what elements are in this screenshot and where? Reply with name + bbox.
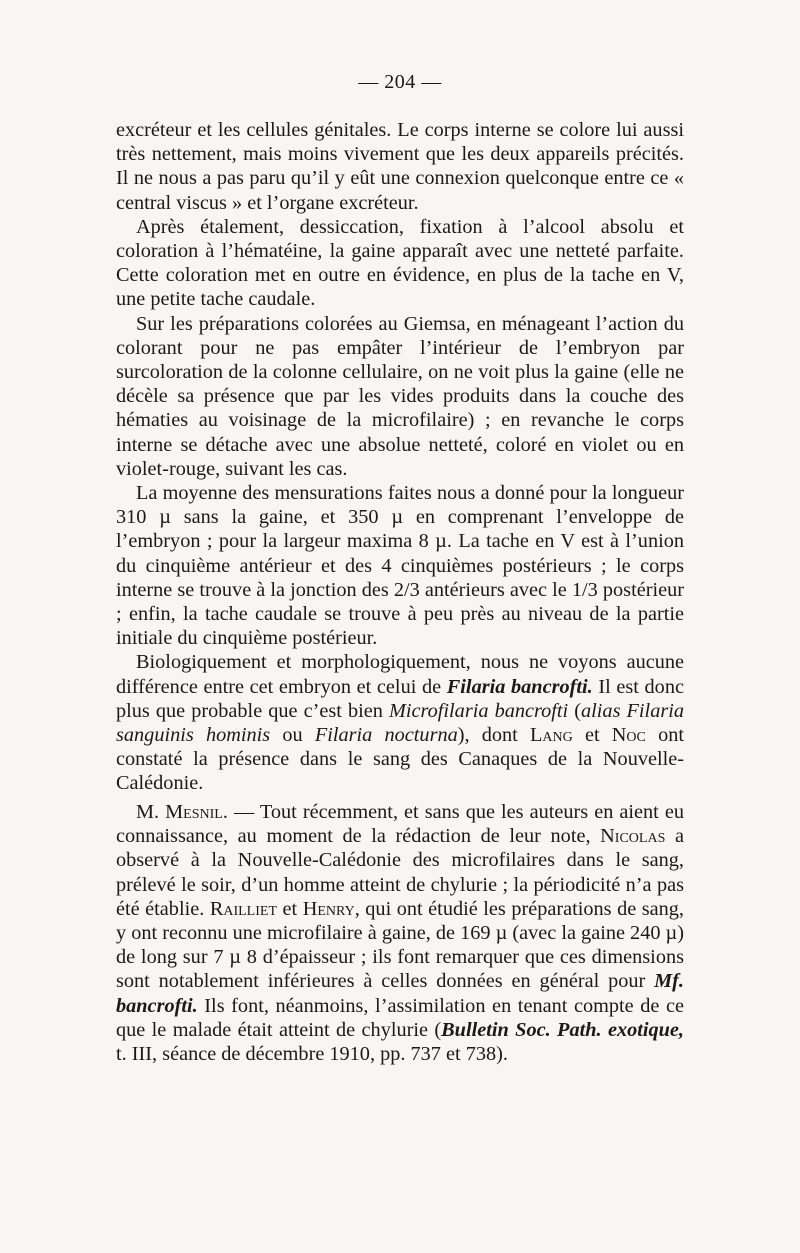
- author-name: Lang: [530, 724, 573, 747]
- text-run: ), dont: [457, 724, 531, 747]
- text-run: t. III, séance de décembre 1910, pp. 737 et 738).: [116, 1043, 508, 1066]
- paragraph-staining: Après étalement, dessiccation, fixation à l’alcool absolu et coloration à l’hématéine, la gaine apparaît avec une netteté parfaite. Cette coloration met en outre en évidence, en plus de la tache en V, une petite tache caudale.: [116, 215, 684, 311]
- author-name: Railliet: [209, 897, 277, 920]
- text-run: Ils font, néanmoins, l’assimilation en tenant compte de ce que le malade était atteint de chylurie (: [116, 994, 684, 1041]
- text-run: et: [277, 897, 303, 920]
- text-run: (: [568, 699, 582, 722]
- text-run: , qui ont étudié les préparations de sang, y ont reconnu une microfilaire à gaine, de 169 µ (avec la gaine 240 µ) de long sur 7 µ 8 d’épaisseur ; ils font remarquer que ces dimensions sont notablement inférieures à celles données en général pour: [116, 897, 685, 993]
- species-name: alias Filaria sanguinis hominis: [116, 699, 684, 747]
- paragraph-giemsa: Sur les préparations colorées au Giemsa, en ménageant l’action du colorant pour ne pas empâter l’intérieur de l’embryon par surcoloration de la colonne cellulaire, on ne voit plus la gaine (elle ne décèle sa présence que par les vides produits dans la couche des hématies au voisinage de la microfilaire) ; en revanche le corps interne se détache avec une absolue netteté, coloré en violet ou en violet-rouge, suivant les cas.: [116, 312, 684, 480]
- paragraph-measurements: La moyenne des mensurations faites nous a donné pour la longueur 310 µ sans la gaine, et 350 µ en comprenant l’enveloppe de l’embryon ; pour la largeur maxima 8 µ. La tache en V est à l’union du cinquième antérieur et des 4 cinquièmes postérieurs ; le corps interne se trouve à la jonction des 2/3 antérieurs avec le 1/3 postérieur ; enfin, la tache caudale se trouve à peu près au niveau de la partie initiale du cinquième postérieur.: [116, 482, 684, 650]
- paragraph-continuation: excréteur et les cellules génitales. Le corps interne se colore lui aussi très nettement, mais moins vivement que les deux appareils précités. Il ne nous a pas paru qu’il y eût une connexion quelconque entre ce « central viscus » et l’organe excréteur.: [116, 119, 684, 214]
- speaker-name: M. Mesnil.: [136, 801, 228, 823]
- species-name: Filaria bancrofti.: [446, 675, 593, 698]
- text-run: Biologiquement et morphologiquement, nous ne voyons aucune différence entre cet embryon et celui de: [116, 651, 684, 698]
- author-name: Henry: [302, 897, 355, 920]
- text-run: ou: [270, 724, 315, 747]
- author-name: Noc: [611, 724, 646, 747]
- paragraph-conclusion: [116, 650, 684, 795]
- comment-text: [116, 800, 684, 1066]
- text-run: et: [572, 724, 612, 747]
- text-run: ont constaté la présence dans le sang des Canaques de la Nouvelle-Calédonie.: [116, 724, 684, 795]
- author-name: Nicolas: [600, 825, 666, 848]
- species-name: Microfilaria bancrofti: [388, 699, 569, 722]
- paragraph-mesnil: [116, 800, 684, 1066]
- text-run: a observé à la Nouvelle-Calédonie des microfilaires dans le sang, prélevé le soir, d’un homme atteint de chylurie ; la périodicité n’a pas été établie.: [116, 825, 684, 920]
- text-run: — Tout récemment, et sans que les auteurs en aient eu connaissance, au moment de la rédaction de leur note,: [116, 801, 684, 848]
- species-name: Filaria nocturna: [314, 724, 458, 747]
- journal-citation: Bulletin Soc. Path. exotique,: [441, 1018, 685, 1041]
- text-run: Il est donc plus que probable que c’est bien: [116, 675, 684, 722]
- body-text: [116, 118, 684, 796]
- species-name: Mf. bancrofti.: [116, 970, 684, 1017]
- page-number: — 204 —: [358, 71, 442, 93]
